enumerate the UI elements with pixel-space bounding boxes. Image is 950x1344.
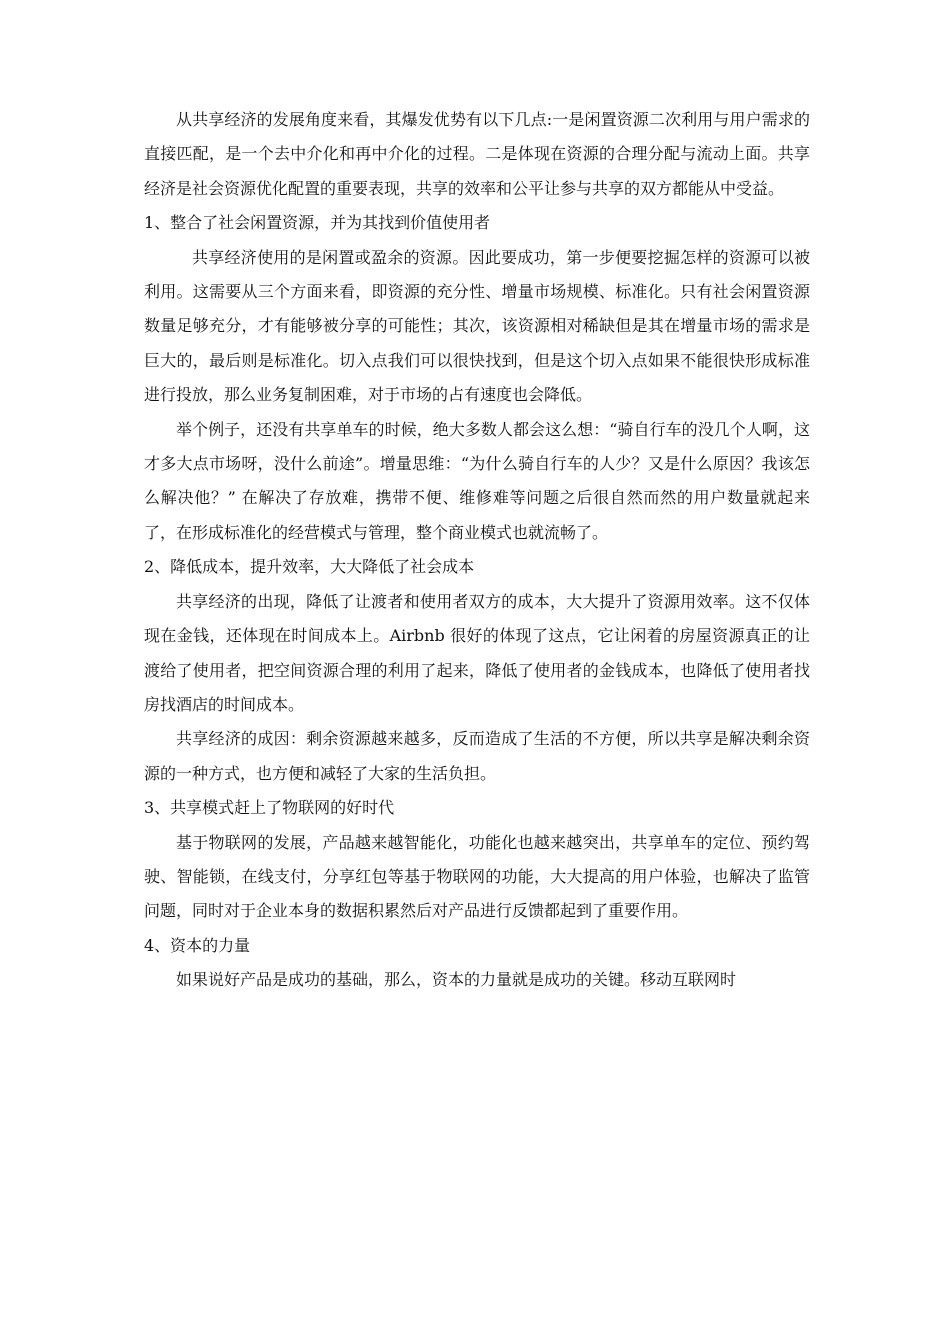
section-heading-1: 1、整合了社会闲置资源，并为其找到价值使用者 xyxy=(144,213,491,233)
section-heading-3: 3、共享模式赶上了物联网的好时代 xyxy=(144,798,395,818)
paragraph-idle-resources: 共享经济使用的是闲置或盈余的资源。因此要成功，第一步便要挖掘怎样的资源可以被利用。这需要从三个方面来看，即资源的充分性、增量市场规模、标准化。只有社会闲置资源数量足够充分，才有能够被分享的可能性；其次，该资源相对稀缺但是其在增量市场的需求是巨大的，最后则是标准化。切入点我们可以很快找到，但是这个切入点如果不能很快形成标准进行投放，那么业务复制困难，对于市场的占有速度也会降低。 xyxy=(144,247,810,405)
paragraph-intro: 从共享经济的发展角度来看，其爆发优势有以下几点:一是闲置资源二次利用与用户需求的直接匹配，是一个去中介化和再中介化的过程。二是体现在资源的合理分配与流动上面。共享经济是社会资源优化配置的重要表现，共享的效率和公平让参与共享的双方都能从中受益。 xyxy=(144,110,810,198)
paragraph-iot: 基于物联网的发展，产品越来越智能化，功能化也越来越突出，共享单车的定位、预约驾驶、智能锁，在线支付，分享红包等基于物联网的功能，大大提高的用户体验，也解决了监管问题，同时对于企业本身的数据积累然后对产品进行反馈都起到了重要作用。 xyxy=(144,832,810,921)
paragraph-example-bike: 举个例子，还没有共享单车的时候，绝大多数人都会这么想：“骑自行车的没几个人啊，这才多大点市场呀，没什么前途”。增量思维：“为什么骑自行车的人少？又是什么原因？我该怎么解决他？” 在解决了存放难，携带不便、维修难等问题之后很自然而然的用户数量就起来了，在形成标准化的经营模式与管理，整个商业模式也就流畅了。 xyxy=(144,419,810,542)
paragraph-cost-reduction: 共享经济的出现，降低了让渡者和使用者双方的成本，大大提升了资源用效率。这不仅体现在金钱，还体现在时间成本上。Airbnb 很好的体现了这点，它让闲着的房屋资源真正的让渡给了使用者，把空间资源合理的利用了起来，降低了使用者的金钱成本，也降低了使用者找房找酒店的时间成本。 xyxy=(144,591,810,714)
paragraph-causes: 共享经济的成因：剩余资源越来越多，反而造成了生活的不方便，所以共享是解决剩余资源的一种方式，也方便和减轻了大家的生活负担。 xyxy=(144,729,810,783)
section-heading-4: 4、资本的力量 xyxy=(144,935,251,955)
section-heading-2: 2、降低成本，提升效率，大大降低了社会成本 xyxy=(144,557,475,577)
paragraph-capital: 如果说好产品是成功的基础，那么，资本的力量就是成功的关键。移动互联网时 xyxy=(176,970,737,990)
document-page xyxy=(144,103,810,998)
